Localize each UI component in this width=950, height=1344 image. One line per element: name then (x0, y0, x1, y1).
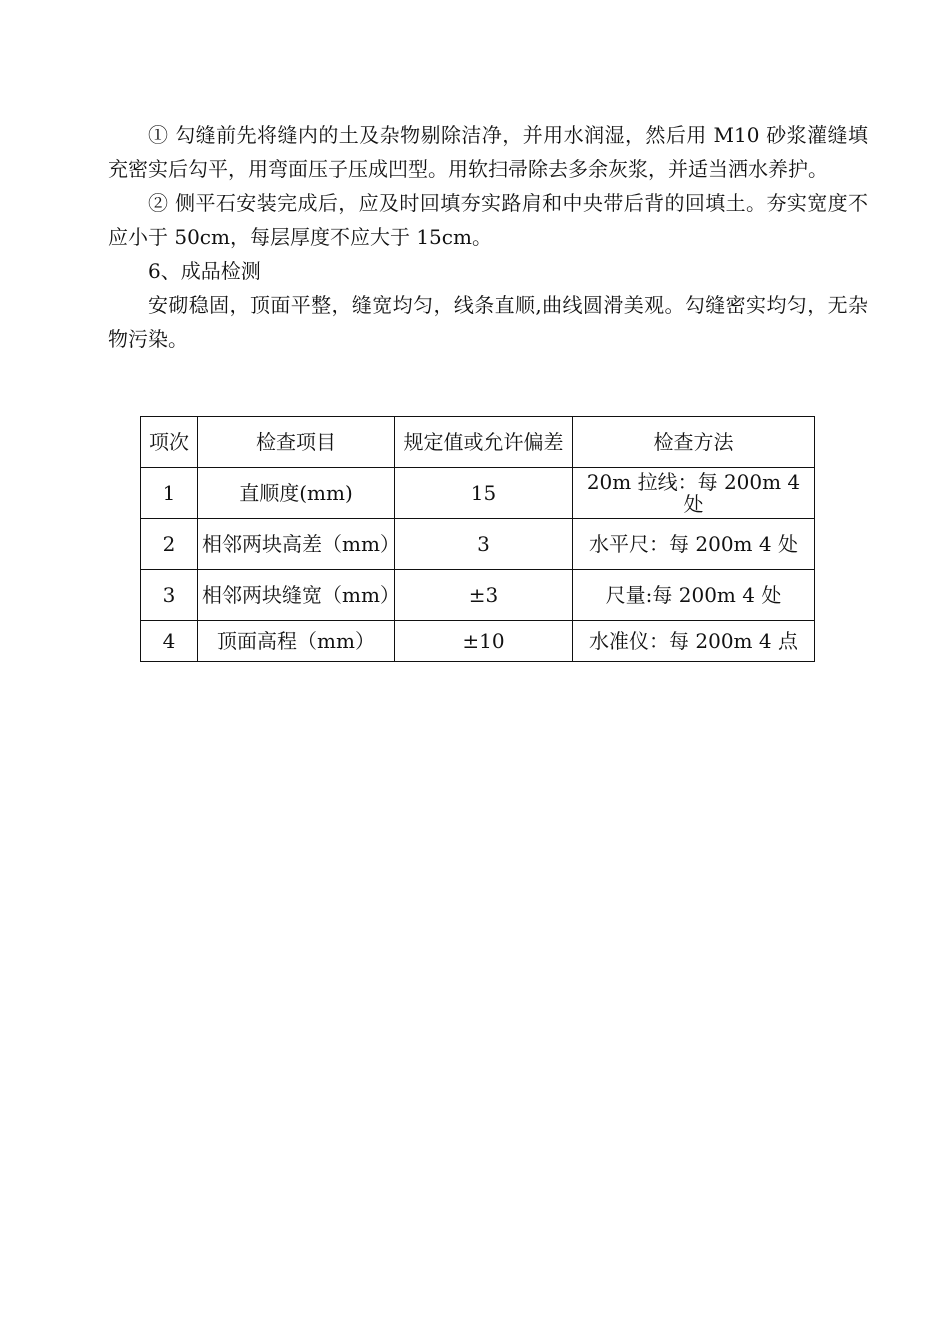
header-item: 检查项目 (198, 417, 395, 468)
cell-no: 2 (141, 519, 198, 570)
inspection-table (140, 416, 815, 662)
paragraph-inspection: 安砌稳固，顶面平整，缝宽均匀，线条直顺,曲线圆滑美观。勾缝密实均匀，无杂物污染。 (108, 293, 868, 351)
paragraph-pointing: ① 勾缝前先将缝内的土及杂物剔除洁净，并用水润湿，然后用 M10 砂浆灌缝填充密实后勾平，用弯面压子压成凹型。用软扫帚除去多余灰浆，并适当洒水养护。 (108, 123, 868, 181)
cell-no: 3 (141, 570, 198, 621)
document-body (108, 118, 868, 356)
table-row (141, 570, 815, 621)
table-header-row (141, 417, 815, 468)
header-no: 项次 (141, 417, 198, 468)
table-row (141, 621, 815, 662)
cell-no: 4 (141, 621, 198, 662)
cell-value: 15 (395, 468, 573, 519)
cell-value: ±3 (395, 570, 573, 621)
cell-value: 3 (395, 519, 573, 570)
cell-item: 相邻两块高差（mm） (198, 519, 395, 570)
cell-item: 相邻两块缝宽（mm） (198, 570, 395, 621)
paragraph-backfill: ② 侧平石安装完成后，应及时回填夯实路肩和中央带后背的回填土。夯实宽度不应小于 50cm，每层厚度不应大于 15cm。 (108, 191, 868, 249)
cell-no: 1 (141, 468, 198, 519)
cell-item: 顶面高程（mm） (198, 621, 395, 662)
section-heading: 6、成品检测 (148, 259, 261, 283)
table-row (141, 468, 815, 519)
cell-method: 20m 拉线：每 200m 4 处 (573, 468, 815, 519)
header-method: 检查方法 (573, 417, 815, 468)
cell-method: 尺量:每 200m 4 处 (573, 570, 815, 621)
header-value: 规定值或允许偏差 (395, 417, 573, 468)
table-row (141, 519, 815, 570)
cell-method: 水准仪：每 200m 4 点 (573, 621, 815, 662)
cell-value: ±10 (395, 621, 573, 662)
cell-item: 直顺度(mm) (198, 468, 395, 519)
cell-method: 水平尺：每 200m 4 处 (573, 519, 815, 570)
